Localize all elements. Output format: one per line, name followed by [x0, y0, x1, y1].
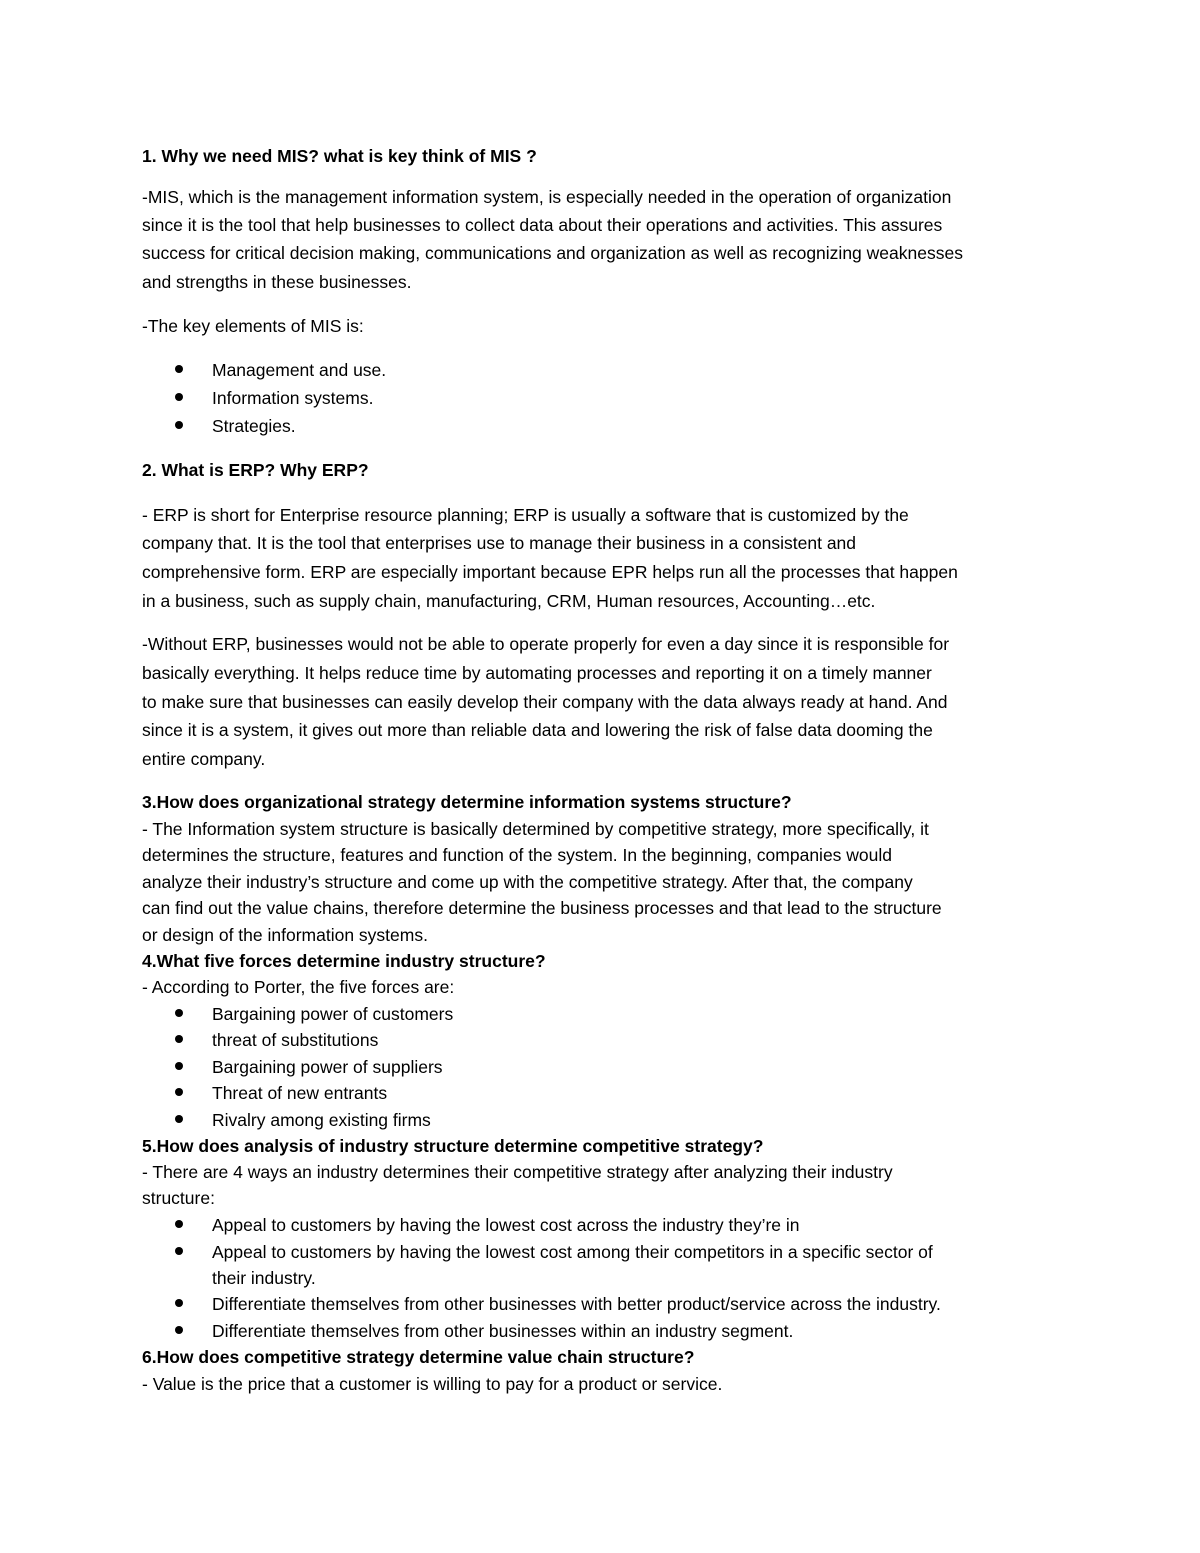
q2-para1-line: - ERP is short for Enterprise resource planning; ERP is usually a software that is customized by the [142, 505, 909, 525]
q3-para-line: can find out the value chains, therefore determine the business processes and that lead to the structure [142, 898, 942, 918]
q2-para2-line: basically everything. It helps reduce time by automating processes and reporting it on a timely manner [142, 663, 932, 683]
q3-para-line: - The Information system structure is basically determined by competitive strategy, more specifically, it [142, 819, 929, 839]
q2-para2-line: to make sure that businesses can easily develop their company with the data always ready at hand. And [142, 692, 948, 712]
bullet-dot-icon [175, 1247, 183, 1255]
bullet-dot-icon [175, 1035, 183, 1043]
q5-heading: 5.How does analysis of industry structure determine competitive strategy? [142, 1136, 764, 1156]
q1-para1-line: success for critical decision making, communications and organization as well as recognizing weaknesses [142, 243, 963, 263]
q2-para1-line: company that. It is the tool that enterprises use to manage their business in a consistent and [142, 533, 857, 553]
q2-para2-line: entire company. [142, 749, 266, 769]
q5-bullet: Differentiate themselves from other businesses with better product/service across the industry. [212, 1294, 941, 1314]
bullet-dot-icon [175, 1115, 183, 1123]
q1-heading: 1. Why we need MIS? what is key think of MIS ? [142, 146, 537, 166]
bullet-dot-icon [175, 393, 183, 401]
q1-bullet: Information systems. [212, 388, 374, 408]
bullet-dot-icon [175, 1220, 183, 1228]
bullet-dot-icon [175, 1326, 183, 1334]
q4-para: - According to Porter, the five forces are: [142, 977, 455, 997]
q3-heading: 3.How does organizational strategy determine information systems structure? [142, 792, 792, 812]
q3-para-line: analyze their industry’s structure and come up with the competitive strategy. After that, the company [142, 872, 913, 892]
q2-para1-line: comprehensive form. ERP are especially important because EPR helps run all the processes that happen [142, 562, 958, 582]
bullet-dot-icon [175, 1062, 183, 1070]
bullet-dot-icon [175, 1299, 183, 1307]
q2-para1-line: in a business, such as supply chain, manufacturing, CRM, Human resources, Accounting…etc. [142, 591, 876, 611]
q5-bullet: Differentiate themselves from other businesses within an industry segment. [212, 1321, 794, 1341]
q3-para-line: determines the structure, features and function of the system. In the beginning, companies would [142, 845, 893, 865]
q2-heading: 2. What is ERP? Why ERP? [142, 460, 369, 480]
q5-para-line: - There are 4 ways an industry determines their competitive strategy after analyzing their industry [142, 1162, 893, 1182]
q5-bullet-continuation: their industry. [212, 1268, 316, 1288]
q5-para-line: structure: [142, 1188, 215, 1208]
bullet-dot-icon [175, 421, 183, 429]
q2-para2-line: since it is a system, it gives out more than reliable data and lowering the risk of false data dooming the [142, 720, 933, 740]
q1-para1-line: -MIS, which is the management information system, is especially needed in the operation of organization [142, 187, 952, 207]
bullet-dot-icon [175, 1088, 183, 1096]
q6-heading: 6.How does competitive strategy determine value chain structure? [142, 1347, 695, 1367]
q4-bullet: Bargaining power of customers [212, 1004, 454, 1024]
q5-bullet: Appeal to customers by having the lowest cost among their competitors in a specific sector of [212, 1242, 933, 1262]
q1-para2: -The key elements of MIS is: [142, 316, 364, 336]
q1-bullet: Strategies. [212, 416, 296, 436]
q4-bullet: Rivalry among existing firms [212, 1110, 431, 1130]
bullet-dot-icon [175, 1009, 183, 1017]
q4-bullet: Bargaining power of suppliers [212, 1057, 443, 1077]
q1-para1-line: and strengths in these businesses. [142, 272, 412, 292]
q6-para: - Value is the price that a customer is willing to pay for a product or service. [142, 1374, 723, 1394]
q1-para1-line: since it is the tool that help businesses to collect data about their operations and activities. This assures [142, 215, 943, 235]
q1-bullet: Management and use. [212, 360, 387, 380]
bullet-dot-icon [175, 365, 183, 373]
q4-bullet: Threat of new entrants [212, 1083, 388, 1103]
q4-bullet: threat of substitutions [212, 1030, 379, 1050]
q4-heading: 4.What five forces determine industry structure? [142, 951, 546, 971]
q2-para2-line: -Without ERP, businesses would not be able to operate properly for even a day since it is responsible for [142, 634, 950, 654]
q3-para-line: or design of the information systems. [142, 925, 428, 945]
q5-bullet: Appeal to customers by having the lowest cost across the industry they’re in [212, 1215, 800, 1235]
